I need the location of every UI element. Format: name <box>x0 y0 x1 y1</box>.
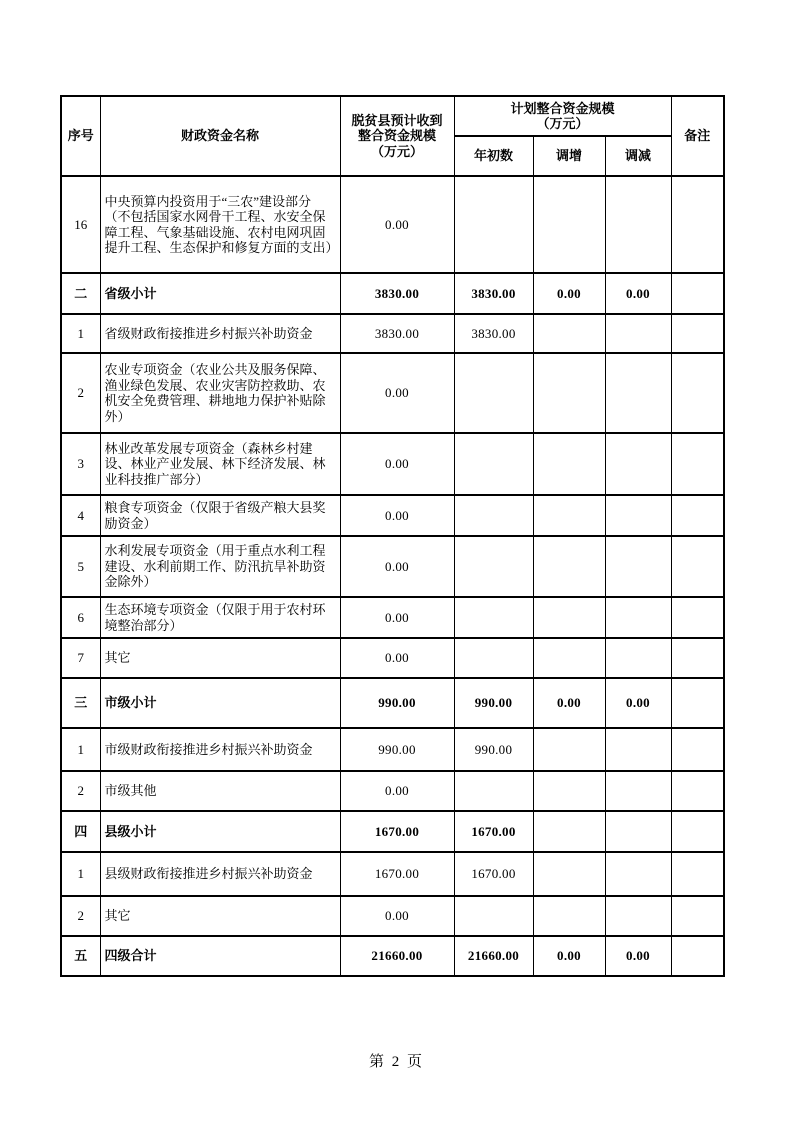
row-remark <box>671 728 724 771</box>
row-expected-amount: 0.00 <box>340 536 454 597</box>
row-decrease-amount: 0.00 <box>605 936 671 976</box>
table-row <box>61 936 724 976</box>
row-fund-name: 农业专项资金（农业公共及服务保障、渔业绿色发展、农业灾害防控救助、农机安全免费管理、耕地地力保护补贴除外） <box>100 353 340 433</box>
row-increase-amount <box>533 728 605 771</box>
table-row <box>61 896 724 936</box>
header-fund-name: 财政资金名称 <box>100 96 340 176</box>
row-initial-amount: 990.00 <box>454 728 533 771</box>
row-expected-amount: 0.00 <box>340 433 454 495</box>
row-seq: 1 <box>61 314 100 353</box>
row-seq: 4 <box>61 495 100 536</box>
row-initial-amount <box>454 536 533 597</box>
row-fund-name: 四级合计 <box>100 936 340 976</box>
row-decrease-amount <box>605 638 671 678</box>
row-remark <box>671 353 724 433</box>
table-row <box>61 176 724 273</box>
row-initial-amount: 3830.00 <box>454 273 533 314</box>
row-seq: 7 <box>61 638 100 678</box>
row-expected-amount: 1670.00 <box>340 852 454 896</box>
row-initial-amount: 1670.00 <box>454 811 533 852</box>
row-increase-amount <box>533 597 605 638</box>
row-increase-amount: 0.00 <box>533 936 605 976</box>
row-seq: 16 <box>61 176 100 273</box>
row-increase-amount <box>533 896 605 936</box>
row-decrease-amount <box>605 728 671 771</box>
row-initial-amount <box>454 433 533 495</box>
row-decrease-amount: 0.00 <box>605 273 671 314</box>
row-expected-amount: 3830.00 <box>340 273 454 314</box>
table-row <box>61 314 724 353</box>
row-initial-amount: 3830.00 <box>454 314 533 353</box>
row-seq: 四 <box>61 811 100 852</box>
row-increase-amount <box>533 314 605 353</box>
page-number: 第 2 页 <box>368 1054 424 1070</box>
row-remark <box>671 852 724 896</box>
row-seq: 2 <box>61 353 100 433</box>
row-fund-name: 中央预算内投资用于“三农”建设部分（不包括国家水网骨干工程、水安全保障工程、气象基础设施、农村电网巩固提升工程、生态保护和修复方面的支出） <box>100 176 340 273</box>
row-remark <box>671 597 724 638</box>
row-decrease-amount <box>605 597 671 638</box>
row-expected-amount: 1670.00 <box>340 811 454 852</box>
table-row <box>61 433 724 495</box>
row-initial-amount: 21660.00 <box>454 936 533 976</box>
table-row <box>61 728 724 771</box>
row-increase-amount <box>533 536 605 597</box>
row-expected-amount: 0.00 <box>340 771 454 811</box>
row-remark <box>671 433 724 495</box>
header-increase: 调增 <box>533 136 605 176</box>
row-expected-amount: 0.00 <box>340 176 454 273</box>
row-initial-amount: 1670.00 <box>454 852 533 896</box>
row-initial-amount <box>454 353 533 433</box>
row-decrease-amount <box>605 852 671 896</box>
row-initial-amount <box>454 771 533 811</box>
row-decrease-amount <box>605 176 671 273</box>
row-seq: 2 <box>61 896 100 936</box>
table-row <box>61 536 724 597</box>
row-expected-amount: 990.00 <box>340 678 454 728</box>
row-expected-amount: 0.00 <box>340 495 454 536</box>
row-decrease-amount: 0.00 <box>605 678 671 728</box>
row-remark <box>671 273 724 314</box>
row-increase-amount <box>533 176 605 273</box>
header-expected-line1: 脱贫县预计收到 <box>351 112 443 128</box>
row-initial-amount <box>454 495 533 536</box>
row-increase-amount <box>533 495 605 536</box>
row-initial-amount <box>454 896 533 936</box>
header-seq: 序号 <box>61 96 100 176</box>
header-planned-group-line1: 计划整合资金规模 <box>510 100 615 116</box>
header-planned-group <box>454 96 671 136</box>
row-fund-name: 水利发展专项资金（用于重点水利工程建设、水利前期工作、防汛抗旱补助资金除外） <box>100 536 340 597</box>
row-seq: 1 <box>61 728 100 771</box>
table-row <box>61 495 724 536</box>
fund-table <box>60 95 725 977</box>
row-fund-name: 县级财政衔接推进乡村振兴补助资金 <box>100 852 340 896</box>
table-body <box>61 176 724 976</box>
row-expected-amount: 0.00 <box>340 638 454 678</box>
row-fund-name: 粮食专项资金（仅限于省级产粮大县奖励资金） <box>100 495 340 536</box>
row-increase-amount: 0.00 <box>533 273 605 314</box>
row-decrease-amount <box>605 353 671 433</box>
row-fund-name: 生态环境专项资金（仅限于用于农村环境整治部分） <box>100 597 340 638</box>
header-expected-amount <box>340 96 454 176</box>
table-row <box>61 638 724 678</box>
row-increase-amount <box>533 852 605 896</box>
row-decrease-amount <box>605 433 671 495</box>
row-increase-amount <box>533 638 605 678</box>
row-initial-amount <box>454 638 533 678</box>
row-fund-name: 省级小计 <box>100 273 340 314</box>
row-decrease-amount <box>605 896 671 936</box>
table-row <box>61 273 724 314</box>
row-fund-name: 市级财政衔接推进乡村振兴补助资金 <box>100 728 340 771</box>
row-fund-name: 林业改革发展专项资金（森林乡村建设、林业产业发展、林下经济发展、林业科技推广部分） <box>100 433 340 495</box>
row-fund-name: 其它 <box>100 638 340 678</box>
row-initial-amount: 990.00 <box>454 678 533 728</box>
row-remark <box>671 936 724 976</box>
row-expected-amount: 3830.00 <box>340 314 454 353</box>
row-remark <box>671 771 724 811</box>
header-decrease: 调减 <box>605 136 671 176</box>
row-increase-amount <box>533 433 605 495</box>
row-expected-amount: 990.00 <box>340 728 454 771</box>
row-remark <box>671 314 724 353</box>
row-remark <box>671 536 724 597</box>
row-expected-amount: 0.00 <box>340 353 454 433</box>
row-expected-amount: 0.00 <box>340 896 454 936</box>
row-seq: 5 <box>61 536 100 597</box>
row-decrease-amount <box>605 314 671 353</box>
row-seq: 6 <box>61 597 100 638</box>
row-fund-name: 县级小计 <box>100 811 340 852</box>
row-decrease-amount <box>605 811 671 852</box>
row-remark <box>671 678 724 728</box>
row-increase-amount <box>533 771 605 811</box>
row-seq: 3 <box>61 433 100 495</box>
row-seq: 2 <box>61 771 100 811</box>
table-row <box>61 811 724 852</box>
header-planned-group-line2: （万元） <box>536 116 589 131</box>
header-initial: 年初数 <box>454 136 533 176</box>
row-fund-name: 其它 <box>100 896 340 936</box>
row-fund-name: 市级小计 <box>100 678 340 728</box>
table-header <box>61 96 724 176</box>
row-seq: 1 <box>61 852 100 896</box>
row-decrease-amount <box>605 771 671 811</box>
row-remark <box>671 495 724 536</box>
row-seq: 五 <box>61 936 100 976</box>
row-fund-name: 市级其他 <box>100 771 340 811</box>
row-expected-amount: 0.00 <box>340 597 454 638</box>
table-row <box>61 353 724 433</box>
row-fund-name: 省级财政衔接推进乡村振兴补助资金 <box>100 314 340 353</box>
row-increase-amount: 0.00 <box>533 678 605 728</box>
row-initial-amount <box>454 597 533 638</box>
header-expected-line2: 整合资金规模 <box>357 128 436 144</box>
row-initial-amount <box>454 176 533 273</box>
header-expected-line3: （万元） <box>370 143 423 159</box>
row-decrease-amount <box>605 536 671 597</box>
row-remark <box>671 811 724 852</box>
table-row <box>61 771 724 811</box>
table-row <box>61 852 724 896</box>
header-remark: 备注 <box>671 96 724 176</box>
row-increase-amount <box>533 353 605 433</box>
row-seq: 三 <box>61 678 100 728</box>
row-remark <box>671 896 724 936</box>
table-row <box>61 597 724 638</box>
row-remark <box>671 176 724 273</box>
table-row <box>61 678 724 728</box>
row-expected-amount: 21660.00 <box>340 936 454 976</box>
row-decrease-amount <box>605 495 671 536</box>
row-seq: 二 <box>61 273 100 314</box>
row-increase-amount <box>533 811 605 852</box>
row-remark <box>671 638 724 678</box>
